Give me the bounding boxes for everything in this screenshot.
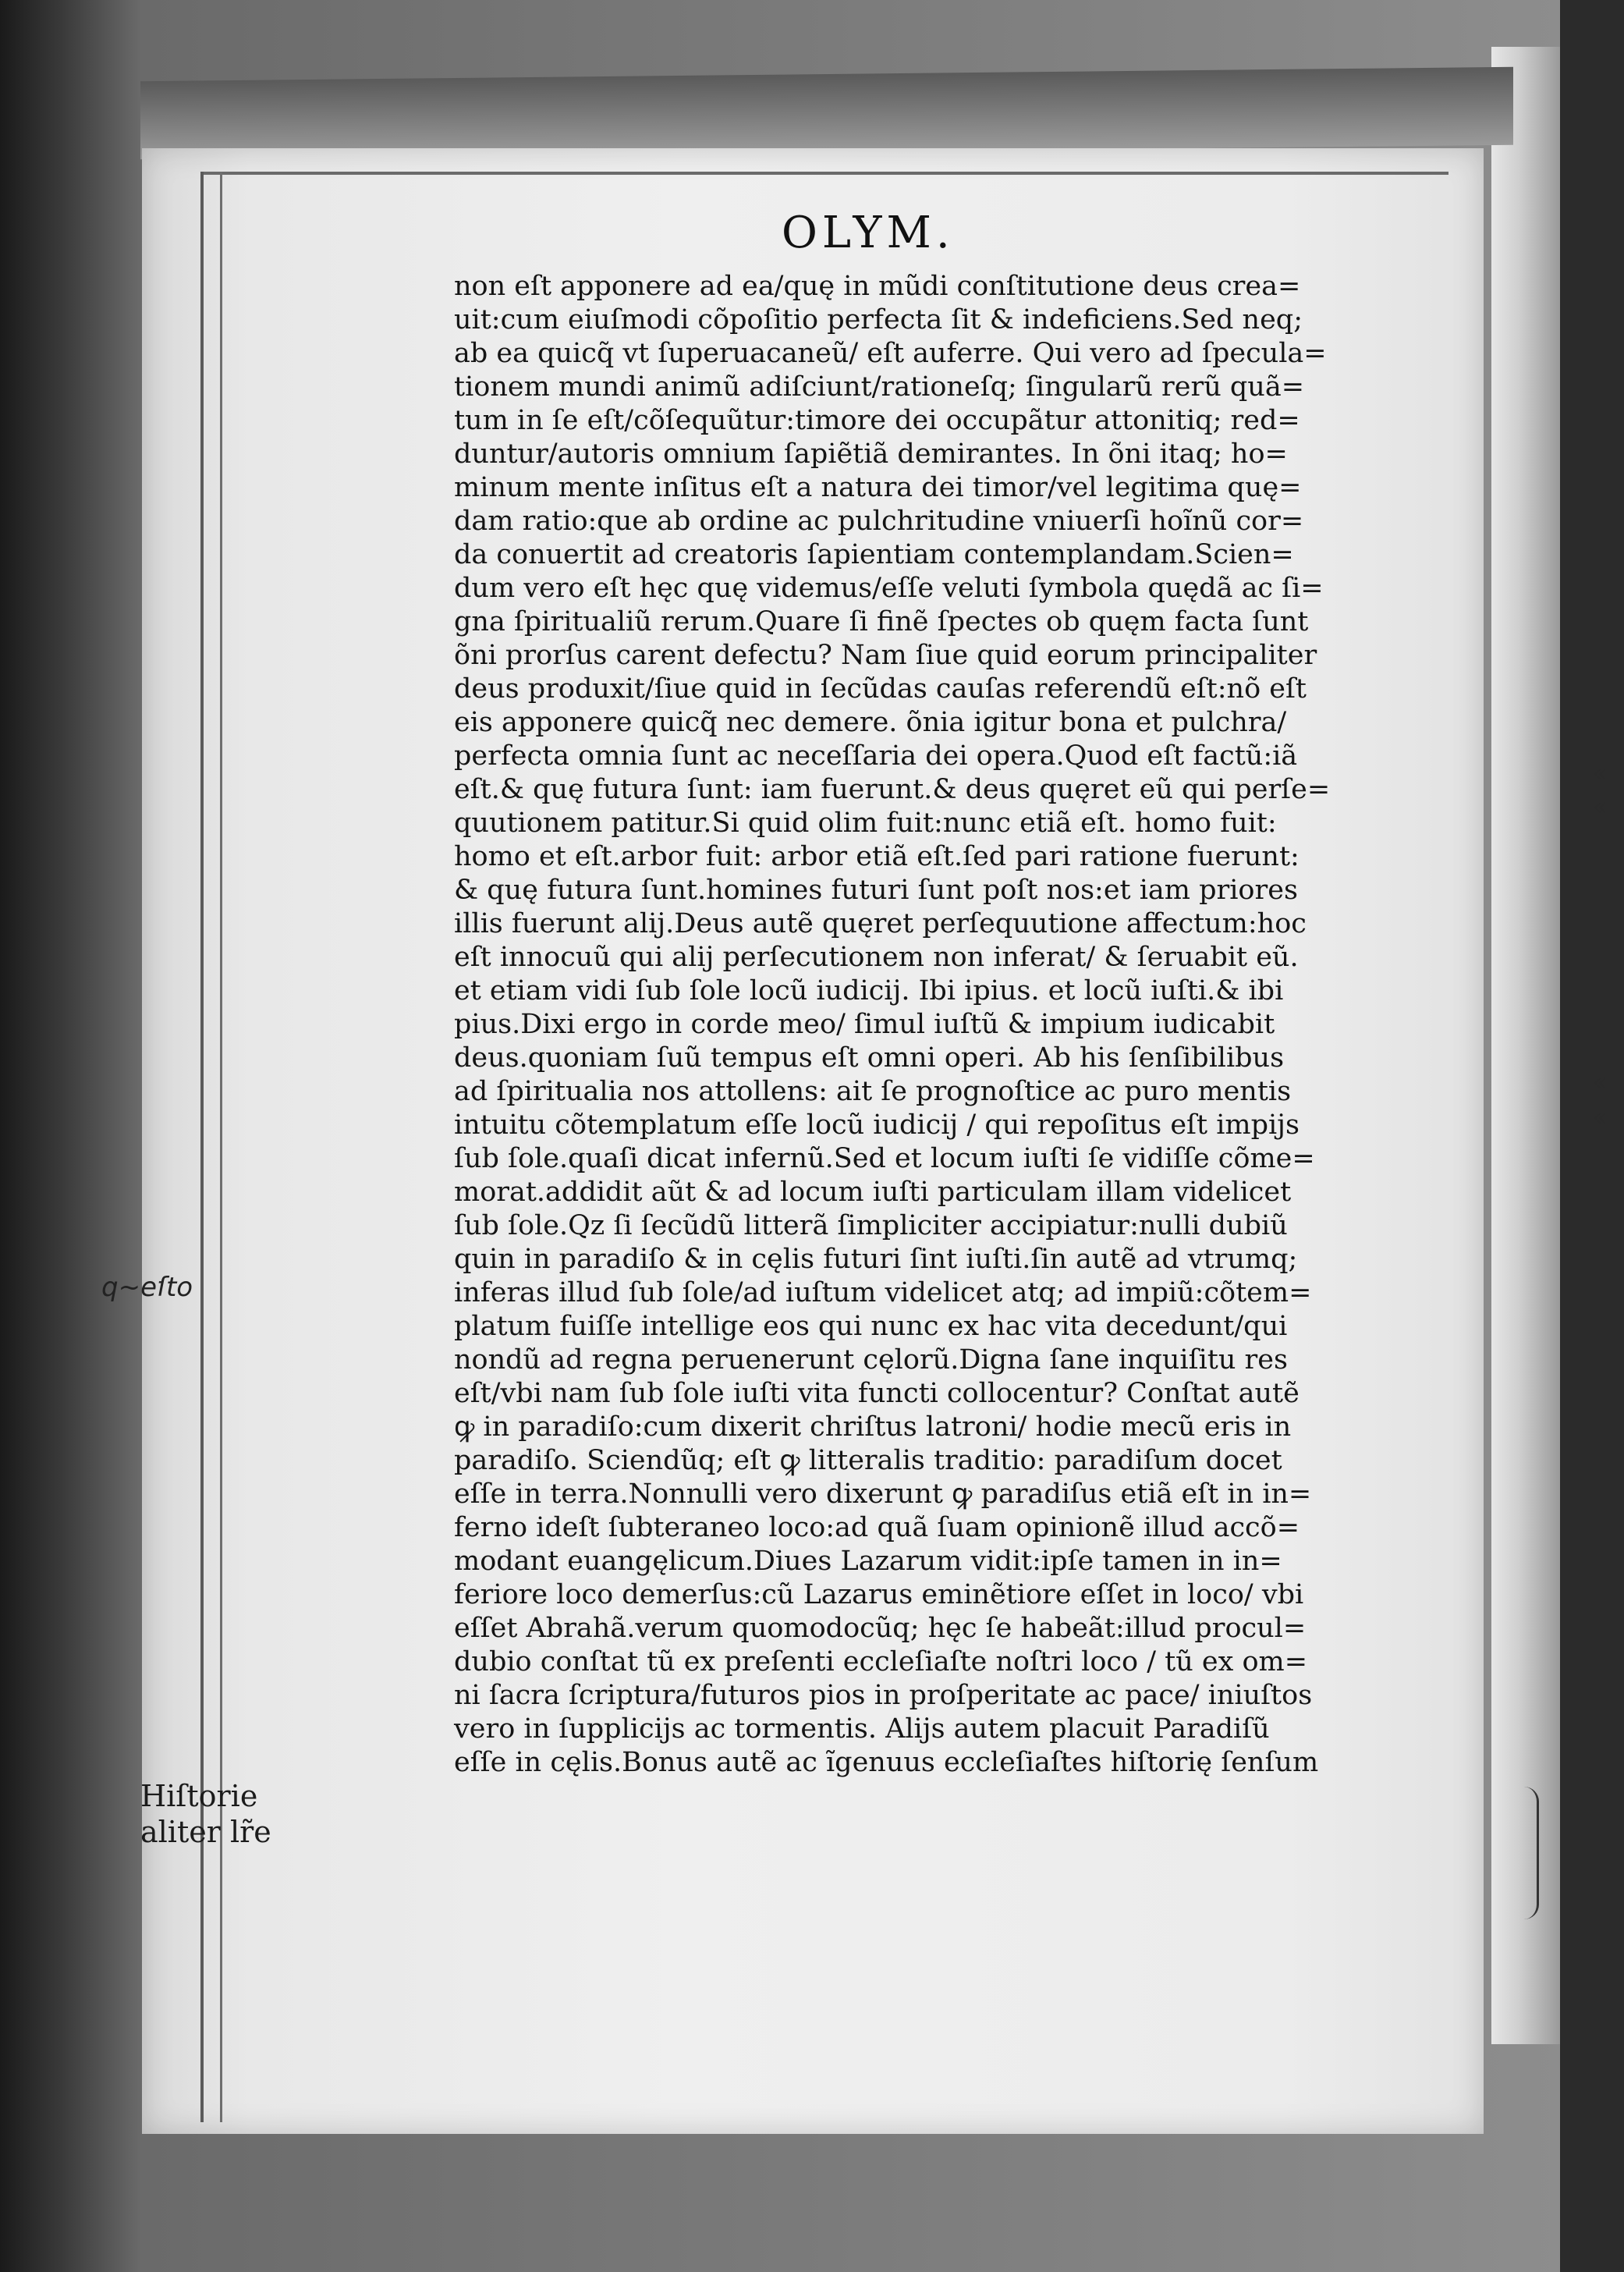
side-note-line: aliter lr̃e <box>140 1815 271 1849</box>
text-line: intuitu cõtemplatum eſſe locũ iudicij / qui repoſitus eſt impijs <box>454 1109 1300 1141</box>
text-line: minum mente inſitus eſt a natura dei timor/vel legitima quę= <box>454 472 1302 503</box>
text-line: modant euangęlicum.Diues Lazarum vidit:ipſe tamen in in= <box>454 1546 1282 1577</box>
text-line: õni prorſus carent defectu? Nam ſiue quid eorum principaliter <box>454 640 1317 671</box>
quote-mark: « <box>1593 760 1608 787</box>
text-line: deus produxit/ſiue quid in ſecũdas cauſas referendũ eſt:nõ eſt <box>454 673 1307 705</box>
frame-rule-top <box>200 172 1448 175</box>
quote-mark: « <box>1593 1069 1608 1096</box>
text-line: paradiſo. Sciendũq; eſt ꝙ litteralis traditio: paradiſum docet <box>454 1445 1282 1476</box>
text-line: non eſt apponere ad ea/quę in mũdi conſtitutione deus crea= <box>454 271 1301 302</box>
text-line: eſſet Abrahã.verum quomodocũq; hęc ſe habeãt:illud procul= <box>454 1613 1307 1644</box>
body-text <box>454 270 1546 1780</box>
text-line: ab ea quicq̃ vt ſuperuacaneũ/ eſt auferre. Qui vero ad ſpecula= <box>454 338 1327 369</box>
text-line: quutionem patitur.Si quid olim fuit:nunc etiã eſt. homo fuit: <box>454 808 1277 839</box>
text-line: ferno ideſt ſubteraneo loco:ad quã ſuam opinionẽ illud accõ= <box>454 1512 1300 1543</box>
text-line: eſſe in cęlis.Bonus autẽ ac ĩgenuus eccleſiaſtes hiſtorię ſenſum <box>454 1747 1319 1778</box>
text-line: quin in paradiſo & in cęlis futuri ſint iuſti.ſin autẽ ad vtrumq; <box>454 1244 1298 1275</box>
text-line: eis apponere quicq̃ nec demere. õnia igitur bona et pulchra/ <box>454 707 1287 738</box>
text-line: illis fuerunt alij.Deus autẽ quęret perſequutione affectum:hoc <box>454 908 1307 939</box>
text-line: eſſe in terra.Nonnulli vero dixerunt ꝙ paradiſus etiã eſt in in= <box>454 1479 1312 1510</box>
side-note-line: Hiſtorie <box>140 1779 258 1813</box>
text-line: eſt innocuũ qui alij perſecutionem non inferat/ & ſeruabit eũ. <box>454 942 1299 973</box>
quote-mark: « <box>1593 1104 1608 1131</box>
text-line: ſub ſole.Qz ſi ſecũdũ litterã ſimpliciter accipiatur:nulli dubiũ <box>454 1210 1288 1241</box>
text-line: tionem mundi animũ adiſciunt/rationeſq; ſingularũ rerũ quã= <box>454 371 1305 403</box>
text-line: deus.quoniam ſuũ tempus eſt omni operi. Ab his ſenſibilibus <box>454 1042 1285 1074</box>
text-line: gna ſpiritualiũ rerum.Quare ſi finẽ ſpectes ob quęm facta ſunt <box>454 606 1309 637</box>
text-line: dam ratio:que ab ordine ac pulchritudine vniuerſi hoĩnũ cor= <box>454 506 1304 537</box>
text-line: tum in ſe eſt/cõſequũtur:timore dei occupãtur attonitiq; red= <box>454 405 1300 436</box>
text-line: pius.Dixi ergo in corde meo/ ſimul iuſtũ & impium iudicabit <box>454 1009 1275 1040</box>
text-line: platum fuiſſe intellige eos qui nunc ex hac vita decedunt/qui <box>454 1311 1288 1342</box>
text-line: da conuertit ad creatoris ſapientiam contemplandam.Scien= <box>454 539 1294 570</box>
margin-bracket <box>1524 1787 1539 1919</box>
text-line: & quę futura ſunt.homines futuri ſunt poſt nos:et iam priores <box>454 875 1298 906</box>
text-line: nondũ ad regna peruenerunt cęlorũ.Digna ſane inquiſitu res <box>454 1344 1288 1376</box>
text-line: ni ſacra ſcriptura/futuros pios in proſperitate ac pace/ iniuſtos <box>454 1680 1313 1711</box>
text-line: uit:cum eiuſmodi cõpoſitio perfecta ſit & indeficiens.Sed neq; <box>454 304 1303 335</box>
text-line: dubio conſtat tũ ex preſenti eccleſiaſte noſtri loco / tũ ex om= <box>454 1646 1308 1677</box>
text-line: duntur/autoris omnium ſapiẽtiã demirantes. In õni itaq; ho= <box>454 438 1288 470</box>
text-line: dum vero eſt hęc quę videmus/eſſe veluti ſymbola quędã ac ſi= <box>454 573 1324 604</box>
text-line: eſt/vbi nam ſub ſole iuſti vita functi collocentur? Conſtat autẽ <box>454 1378 1300 1409</box>
text-line: perfecta omnia ſunt ac neceſſaria dei opera.Quod eſt factũ:iã <box>454 740 1298 772</box>
text-line: feriore loco demerſus:cũ Lazarus eminẽtiore eſſet in loco/ vbi <box>454 1579 1304 1610</box>
text-line: ꝙ in paradiſo:cum dixerit chriſtus latroni/ hodie mecũ eris in <box>454 1411 1292 1443</box>
text-line: vero in ſupplicijs ac tormentis. Alijs autem placuit Paradiſũ <box>454 1713 1270 1745</box>
text-line: ad ſpiritualia nos attollens: ait ſe prognoſtice ac puro mentis <box>454 1076 1292 1107</box>
text-line: homo et eſt.arbor fuit: arbor etiã eſt.ſed pari ratione fuerunt: <box>454 841 1300 872</box>
text-line: et etiam vidi ſub ſole locũ iudicij. Ibi ipius. et locũ iuſti.& ibi <box>454 975 1284 1006</box>
handwritten-annotation: q~eſto <box>101 1272 193 1303</box>
text-line: eſt.& quę futura ſunt: iam fuerunt.& deus quęret eũ qui perſe= <box>454 774 1331 805</box>
book-page <box>142 148 1608 2134</box>
text-line: ſub ſole.quaſi dicat infernũ.Sed et locum iuſti ſe vidiſſe cõme= <box>454 1143 1315 1174</box>
binding-edge <box>140 67 1513 159</box>
running-header: OLYM. <box>782 208 955 258</box>
text-line: inferas illud ſub ſole/ad iuſtum videlicet atq; ad impiũ:cõtem= <box>454 1277 1312 1308</box>
quote-mark: « <box>1593 793 1608 821</box>
text-line: morat.addidit aũt & ad locum iuſti particulam illam videlicet <box>454 1177 1292 1208</box>
